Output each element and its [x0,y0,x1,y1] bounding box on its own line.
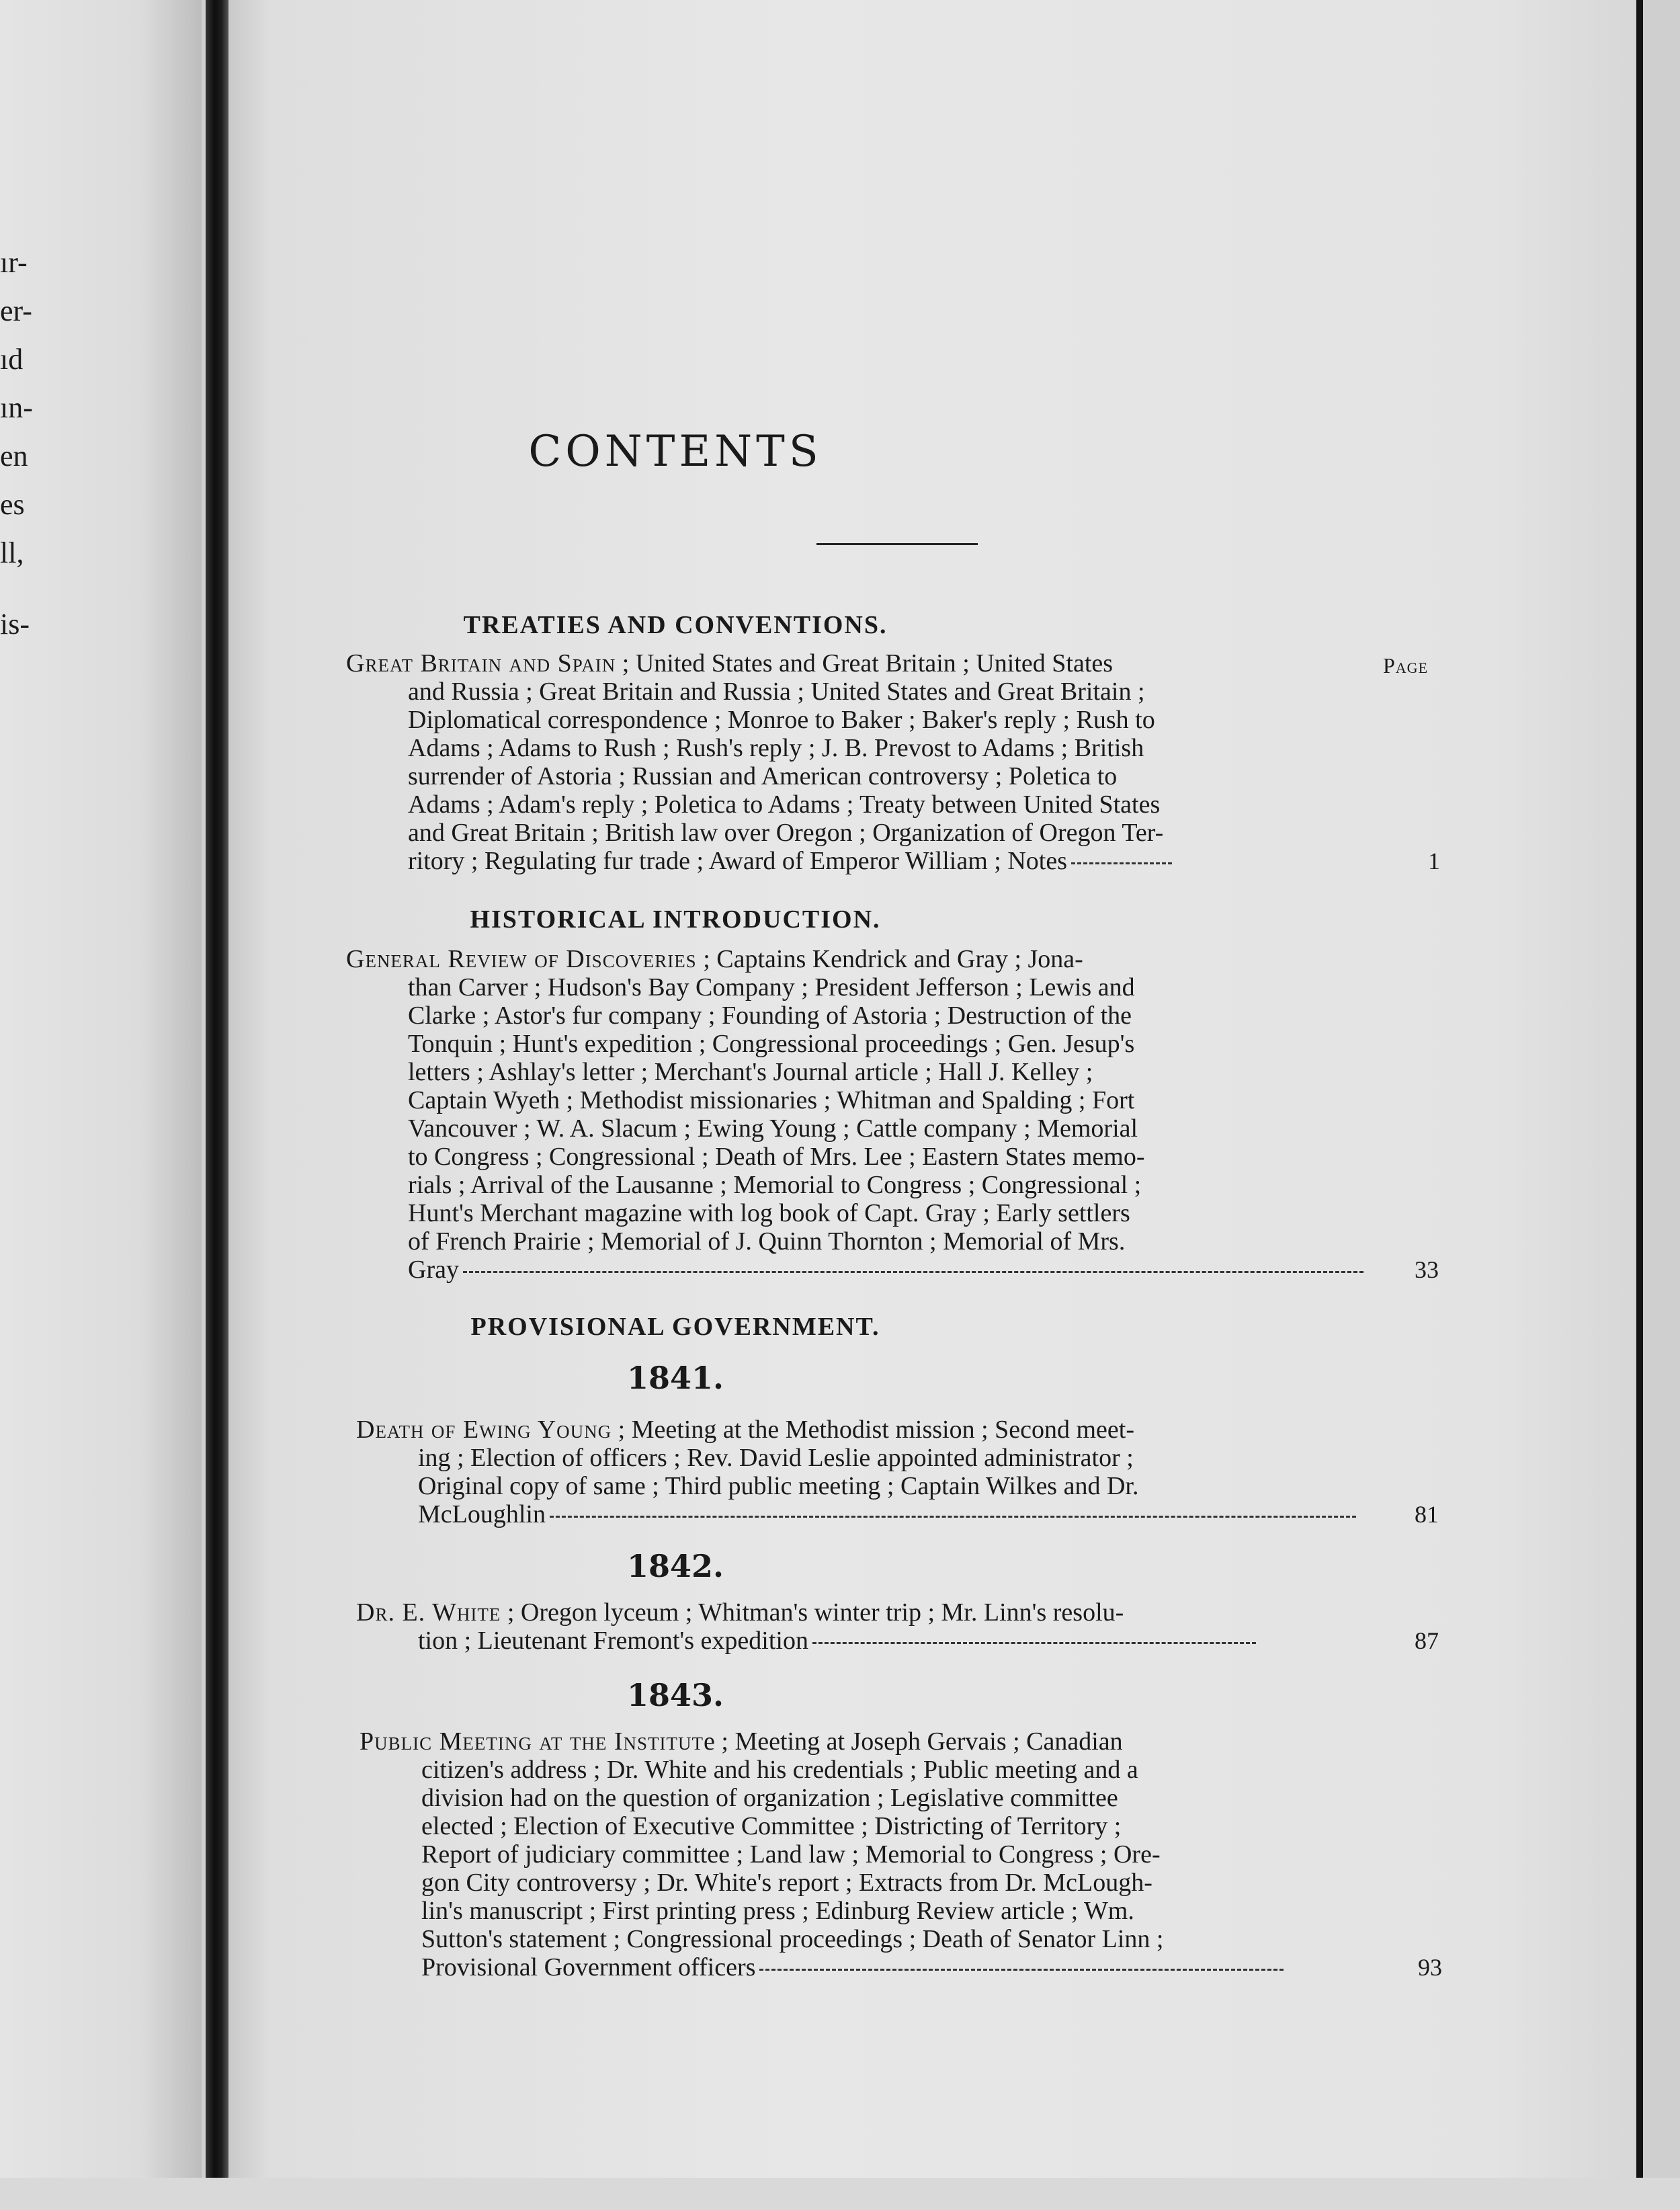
year-heading-1843: 1843. [626,1677,724,1713]
year-heading-1841: 1841. [626,1360,724,1396]
page-column-label: Page [1383,653,1429,678]
left-fragment: ll, [0,536,24,569]
entry-line-text: gon City controversy ; Dr. White's report ; Extracts from Dr. McLough- [421,1869,1152,1897]
toc-entry-1843 [360,1727,1284,1981]
toc-entry-line [356,1444,1356,1472]
page-number: 87 [1415,1627,1439,1654]
entry-line-text: ; Meeting at the Methodist mission ; Second meet- [612,1416,1135,1444]
toc-entry-line [360,1840,1284,1869]
page-number: 93 [1418,1954,1442,1981]
page-number: 1 [1428,848,1440,874]
toc-entry-line [346,945,1363,973]
toc-entry-line [346,1143,1363,1171]
toc-entry-line [356,1598,1256,1627]
toc-entry-line [346,678,1172,706]
entry-line-text: Tonquin ; Hunt's expedition ; Congressional proceedings ; Gen. Jesup's [408,1030,1135,1058]
toc-entry-line [346,762,1172,790]
contents-body [228,0,1636,2178]
book-spine [206,0,228,2210]
entry-line-text: Clarke ; Astor's fur company ; Founding of Astoria ; Destruction of the [408,1001,1132,1030]
entry-line-text: Captain Wyeth ; Methodist missionaries ; Whitman and Spalding ; Fort [408,1086,1135,1114]
scan-bottom-margin [0,2178,1680,2210]
year-heading-1842: 1842. [626,1548,724,1584]
toc-entry-1841 [356,1416,1356,1528]
entry-line-text: than Carver ; Hudson's Bay Company ; President Jefferson ; Lewis and [408,973,1135,1001]
toc-entry-line [346,1114,1363,1143]
entry-line-text: and Russia ; Great Britain and Russia ; United States and Great Britain ; [408,678,1145,706]
toc-entry-line [360,1756,1284,1784]
entry-line-text: ritory ; Regulating fur trade ; Award of Emperor William ; Notes [408,847,1067,875]
entry-line-text: Vancouver ; W. A. Slacum ; Ewing Young ; Cattle company ; Memorial [408,1114,1138,1143]
entry-line-text: letters ; Ashlay's letter ; Merchant's Journal article ; Hall J. Kelley ; [408,1058,1093,1086]
toc-entry-line [356,1627,1256,1655]
toc-entry-line [346,649,1172,678]
entry-line-text: tion ; Lieutenant Fremont's expedition [418,1627,808,1655]
entry-line-text: Adams ; Adam's reply ; Poletica to Adams ; Treaty between United States [408,790,1161,819]
entry-line-text: surrender of Astoria ; Russian and American controversy ; Poletica to [408,762,1118,790]
left-fragment: is- [0,608,30,641]
toc-entry-line [346,847,1172,875]
toc-entry-line [346,734,1172,762]
entry-lead-words: Great Britain and Spain [346,649,616,678]
entry-line-text: Provisional Government officers [421,1953,756,1981]
title-divider [816,543,978,545]
toc-entry-line [346,819,1172,847]
contents-page [228,0,1636,2178]
entry-line-text: Report of judiciary committee ; Land law ; Memorial to Congress ; Ore- [421,1840,1161,1869]
toc-entry-line [346,706,1172,734]
toc-entry-line [346,1001,1363,1030]
entry-line-text: Sutton's statement ; Congressional proceedings ; Death of Senator Linn ; [421,1925,1164,1953]
entry-line-text: ; Captains Kendrick and Gray ; Jona- [696,945,1083,973]
page-number: 33 [1415,1256,1439,1283]
dot-leader [463,1271,1363,1273]
left-fragment: en [0,440,28,473]
entry-lead-words: Public Meeting at the Institut [360,1727,704,1756]
entry-lead-words: Dr. E. White [356,1598,501,1627]
toc-entry-line [346,1171,1363,1199]
dot-leader [1071,862,1172,864]
toc-entry-line [356,1500,1356,1528]
toc-entry-line [346,1086,1363,1114]
section-heading-treaties: TREATIES AND CONVENTIONS. [463,611,888,639]
entry-line-text: and Great Britain ; British law over Oregon ; Organization of Oregon Ter- [408,819,1164,847]
entry-line-text: division had on the question of organization ; Legislative committee [421,1784,1118,1812]
entry-line-text: e ; Meeting at Joseph Gervais ; Canadian [704,1727,1123,1756]
page-title: CONTENTS [528,427,823,477]
entry-line-text: McLoughlin [418,1500,546,1528]
toc-entry-line [346,790,1172,819]
entry-line-text: ing ; Election of officers ; Rev. David Leslie appointed administrator ; [418,1444,1134,1472]
section-heading-provisional: PROVISIONAL GOVERNMENT. [470,1313,880,1341]
left-fragment: er- [0,294,32,327]
dot-leader [550,1516,1356,1518]
toc-entry-line [346,1227,1363,1256]
entry-line-text: Adams ; Adams to Rush ; Rush's reply ; J. B. Prevost to Adams ; British [408,734,1144,762]
toc-entry-line [356,1472,1356,1500]
left-fragment: ır- [0,246,28,279]
section-heading-historical: HISTORICAL INTRODUCTION. [470,905,881,934]
entry-lead-words: Death of Ewing Young [356,1416,612,1444]
toc-entry-line [360,1925,1284,1953]
entry-line-text: ; United States and Great Britain ; United States [616,649,1114,678]
toc-entry-line [360,1953,1284,1981]
toc-entry-line [360,1784,1284,1812]
page-number: 81 [1415,1501,1439,1528]
toc-entry-line [346,1030,1363,1058]
entry-line-text: rials ; Arrival of the Lausanne ; Memorial to Congress ; Congressional ; [408,1171,1142,1199]
entry-line-text: ; Oregon lyceum ; Whitman's winter trip ; Mr. Linn's resolu- [501,1598,1124,1627]
toc-entry-line [346,1256,1363,1284]
dot-leader [812,1642,1256,1644]
toc-entry-line [346,1058,1363,1086]
toc-entry-line [360,1727,1284,1756]
left-page-text-fragments [0,239,81,649]
left-facing-page [0,0,202,2210]
entry-line-text: Original copy of same ; Third public meeting ; Captain Wilkes and Dr. [418,1472,1139,1500]
toc-entry-line [346,973,1363,1001]
toc-entry-line [346,1199,1363,1227]
entry-lead-words: General Review of Discoveries [346,945,697,973]
left-fragment: ın- [0,391,33,424]
entry-line-text: Gray [408,1256,459,1284]
toc-entry-line [360,1897,1284,1925]
left-fragment: ıd [0,343,24,376]
left-fragment: es [0,488,25,521]
page-right-edge [1636,0,1643,2178]
toc-entry-line [360,1812,1284,1840]
entry-line-text: of French Prairie ; Memorial of J. Quinn Thornton ; Memorial of Mrs. [408,1227,1126,1256]
toc-entry-1842 [356,1598,1256,1655]
entry-line-text: to Congress ; Congressional ; Death of Mrs. Lee ; Eastern States memo- [408,1143,1145,1171]
entry-line-text: Diplomatical correspondence ; Monroe to Baker ; Baker's reply ; Rush to [408,706,1155,734]
entry-line-text: lin's manuscript ; First printing press ; Edinburg Review article ; Wm. [421,1897,1134,1925]
toc-entry-line [360,1869,1284,1897]
dot-leader [759,1969,1284,1971]
entry-line-text: citizen's address ; Dr. White and his credentials ; Public meeting and a [421,1756,1138,1784]
toc-entry-line [356,1416,1356,1444]
entry-line-text: Hunt's Merchant magazine with log book of Capt. Gray ; Early settlers [408,1199,1130,1227]
toc-entry-treaties [346,649,1172,875]
toc-entry-historical [346,945,1363,1284]
entry-line-text: elected ; Election of Executive Committee ; Districting of Territory ; [421,1812,1122,1840]
